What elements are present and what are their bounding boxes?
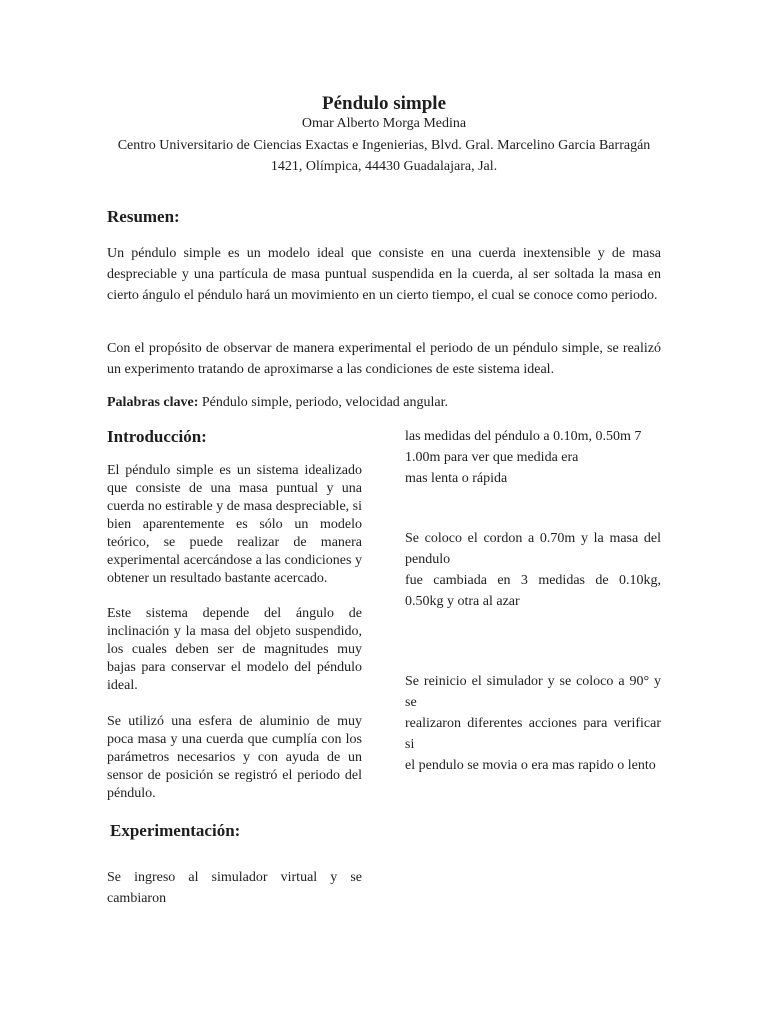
keywords-text: Péndulo simple, periodo, velocidad angular.	[201, 395, 448, 410]
introduction-paragraph: El péndulo simple es un sistema idealizado que consiste de una masa puntual y una cuerda no estirable y de masa despreciable, si bien aparentemente es sólo un modelo teórico, se puede realizar de manera experimental acercándose a las condiciones y obtener un resultado bastante acercado.	[107, 463, 363, 586]
affiliation-line: 1421, Olímpica, 44430 Guadalajara, Jal.	[270, 159, 498, 174]
affiliation	[100, 135, 668, 177]
text-line: Se coloco el cordon a 0.70m y la masa del pendulo	[405, 531, 661, 567]
text-line: 1.00m para ver que medida era	[405, 450, 579, 465]
right-column-block	[405, 528, 661, 612]
paper-title: Péndulo simple	[321, 93, 447, 114]
keywords-label: Palabras clave:	[107, 395, 199, 410]
introduction-paragraph: Este sistema depende del ángulo de inclinación y la masa del objeto suspendido, los cuales deben ser de magnitudes muy bajas para conservar el modelo del péndulo ideal.	[107, 606, 362, 693]
abstract-paragraph: Un péndulo simple es un modelo ideal que consiste en una cuerda inextensible y de masa despreciable y una partícula de masa puntual suspendida en la cuerda, al ser soltada la masa en cierto ángulo el péndulo hará un movimiento en un cierto tiempo, el cual se conoce como periodo.	[107, 246, 661, 303]
introduction-heading: Introducción:	[107, 427, 207, 446]
abstract-heading: Resumen:	[107, 207, 180, 226]
text-line: las medidas del péndulo a 0.10m, 0.50m 7	[405, 429, 642, 444]
abstract-paragraph: Con el propósito de observar de manera experimental el periodo de un péndulo simple, se realizó un experimento tratando de aproximarse a las condiciones de este sistema ideal.	[107, 341, 661, 377]
text-line: fue cambiada en 3 medidas de 0.10kg, 0.50kg y otra al azar	[405, 573, 661, 609]
affiliation-line: Centro Universitario de Ciencias Exactas e Ingenierias, Blvd. Gral. Marcelino Garcia Barragán	[117, 138, 651, 153]
experimentation-heading: Experimentación:	[110, 821, 241, 840]
keywords	[107, 392, 661, 413]
right-column-block	[405, 671, 661, 776]
text-line: mas lenta o rápida	[405, 471, 508, 486]
introduction-paragraph: Se utilizó una esfera de aluminio de muy poca masa y una cuerda que cumplía con los parámetros necesarios y con ayuda de un sensor de posición se registró el periodo del péndulo.	[107, 714, 362, 801]
author-name: Omar Alberto Morga Medina	[301, 116, 467, 131]
text-line: Se reinicio el simulador y se coloco a 90° y se	[405, 674, 661, 710]
right-column-block	[405, 426, 661, 489]
text-line: realizaron diferentes acciones para verificar si	[405, 716, 661, 752]
experimentation-paragraph: Se ingreso al simulador virtual y se cambiaron	[107, 870, 362, 906]
text-line: el pendulo se movia o era mas rapido o lento	[405, 758, 656, 773]
